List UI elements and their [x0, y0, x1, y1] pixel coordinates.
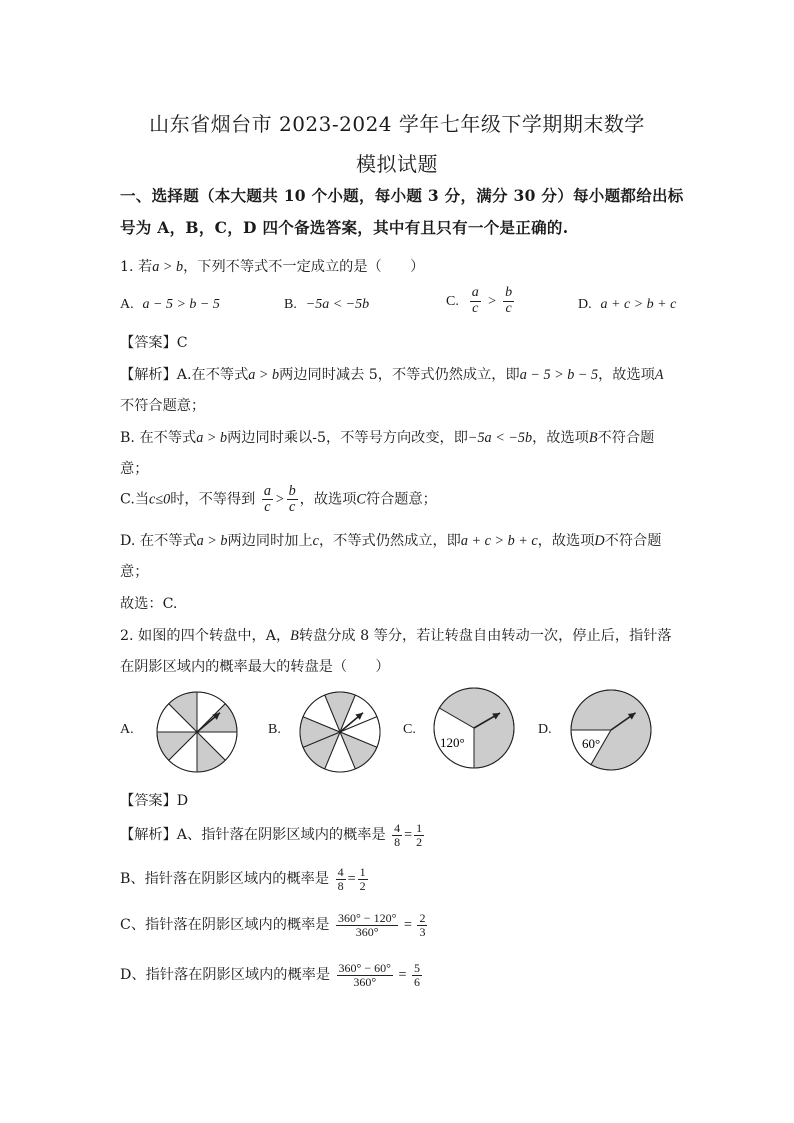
wheel-c-label: C.: [403, 722, 416, 737]
q2-analysis-c: C、指针落在阴影区域内的概率是 $\frac{360^\circ - 120^\circ}{360^\circ}$ = $\frac{2}{3}$: [120, 911, 426, 939]
spinner-wheel-c: [432, 686, 516, 770]
spinner-wheel-d: [569, 688, 653, 772]
q1-option-b: B. −5a < −5b: [284, 297, 370, 312]
section-heading-line1: 一、选择题（本大题共 10 个小题，每小题 3 分，满分 30 分）每小题都给出标: [120, 186, 684, 205]
q1-analysis-b-line1: B. 在不等式a > b两边同时乘以-5，不等号方向改变，即−5a < −5b，故选项B不符合题: [120, 430, 655, 446]
wheel-b-label: B.: [268, 722, 281, 737]
spinner-wheel-a: [155, 690, 239, 774]
q1-option-c: C. $\frac{a}{c}$ > $\frac{b}{c}$: [446, 285, 513, 316]
q1-analysis-d-line2: 意；: [120, 564, 149, 580]
q1-option-d: D. a + c > b + c: [578, 297, 677, 312]
wheel-d-label: D.: [538, 722, 552, 737]
wheel-a-label: A.: [120, 722, 134, 737]
q2-analysis-d: D、指针落在阴影区域内的概率是 $\frac{360^\circ - 60^\circ}{360^\circ}$ = $\frac{5}{6}$: [120, 961, 421, 989]
question-2-stem-line1: 2. 如图的四个转盘中，A，B转盘分成 8 等分，若让转盘自由转动一次，停止后，指针落: [120, 628, 672, 644]
q1-analysis-b-line2: 意；: [120, 461, 149, 477]
q1-option-a: A. a − 5 > b − 5: [120, 297, 220, 312]
q1-analysis-a-line1: 【解析】A.在不等式a > b两边同时减去 5，不等式仍然成立，即a − 5 > b − 5，故选项A: [120, 367, 664, 383]
spinner-wheel-b: [298, 690, 382, 774]
q1-conclusion: 故选：C.: [120, 596, 178, 612]
q1-analysis-c: C.当c≤0时，不等得到 $\frac{a}{c}$ > $\frac{b}{c}$ ，故选项C符合题意；: [120, 483, 437, 515]
q1-analysis-d-line1: D. 在不等式a > b两边同时加上c，不等式仍然成立，即a + c > b + c，故选项D不符合题: [120, 533, 662, 549]
q2-analysis-b: B、指针落在阴影区域内的概率是 $\frac{4}{8}$ = $\frac{1}{2}$: [120, 865, 366, 893]
page-subtitle: 模拟试题: [356, 152, 438, 176]
q1-analysis-a-line2: 不符合题意；: [120, 398, 206, 414]
wheel-d-angle-label: 60°: [582, 736, 601, 751]
q2-analysis-a: 【解析】A、指针落在阴影区域内的概率是 $\frac{4}{8}$ = $\frac{1}{2}$: [120, 821, 423, 849]
section-heading-line2: 号为 A，B，C，D 四个备选答案，其中有且只有一个是正确的.: [120, 218, 569, 237]
question-2-stem-line2: 在阴影区域内的概率最大的转盘是（ ）: [120, 659, 390, 675]
q1-answer: 【答案】C: [120, 335, 188, 351]
question-1-stem: 1. 若a > b，下列不等式不一定成立的是（ ）: [120, 259, 425, 275]
q2-answer: 【答案】D: [120, 793, 189, 809]
page-title: 山东省烟台市 2023-2024 学年七年级下学期期末数学: [149, 112, 645, 136]
wheel-c-angle-label: 120°: [440, 735, 465, 750]
